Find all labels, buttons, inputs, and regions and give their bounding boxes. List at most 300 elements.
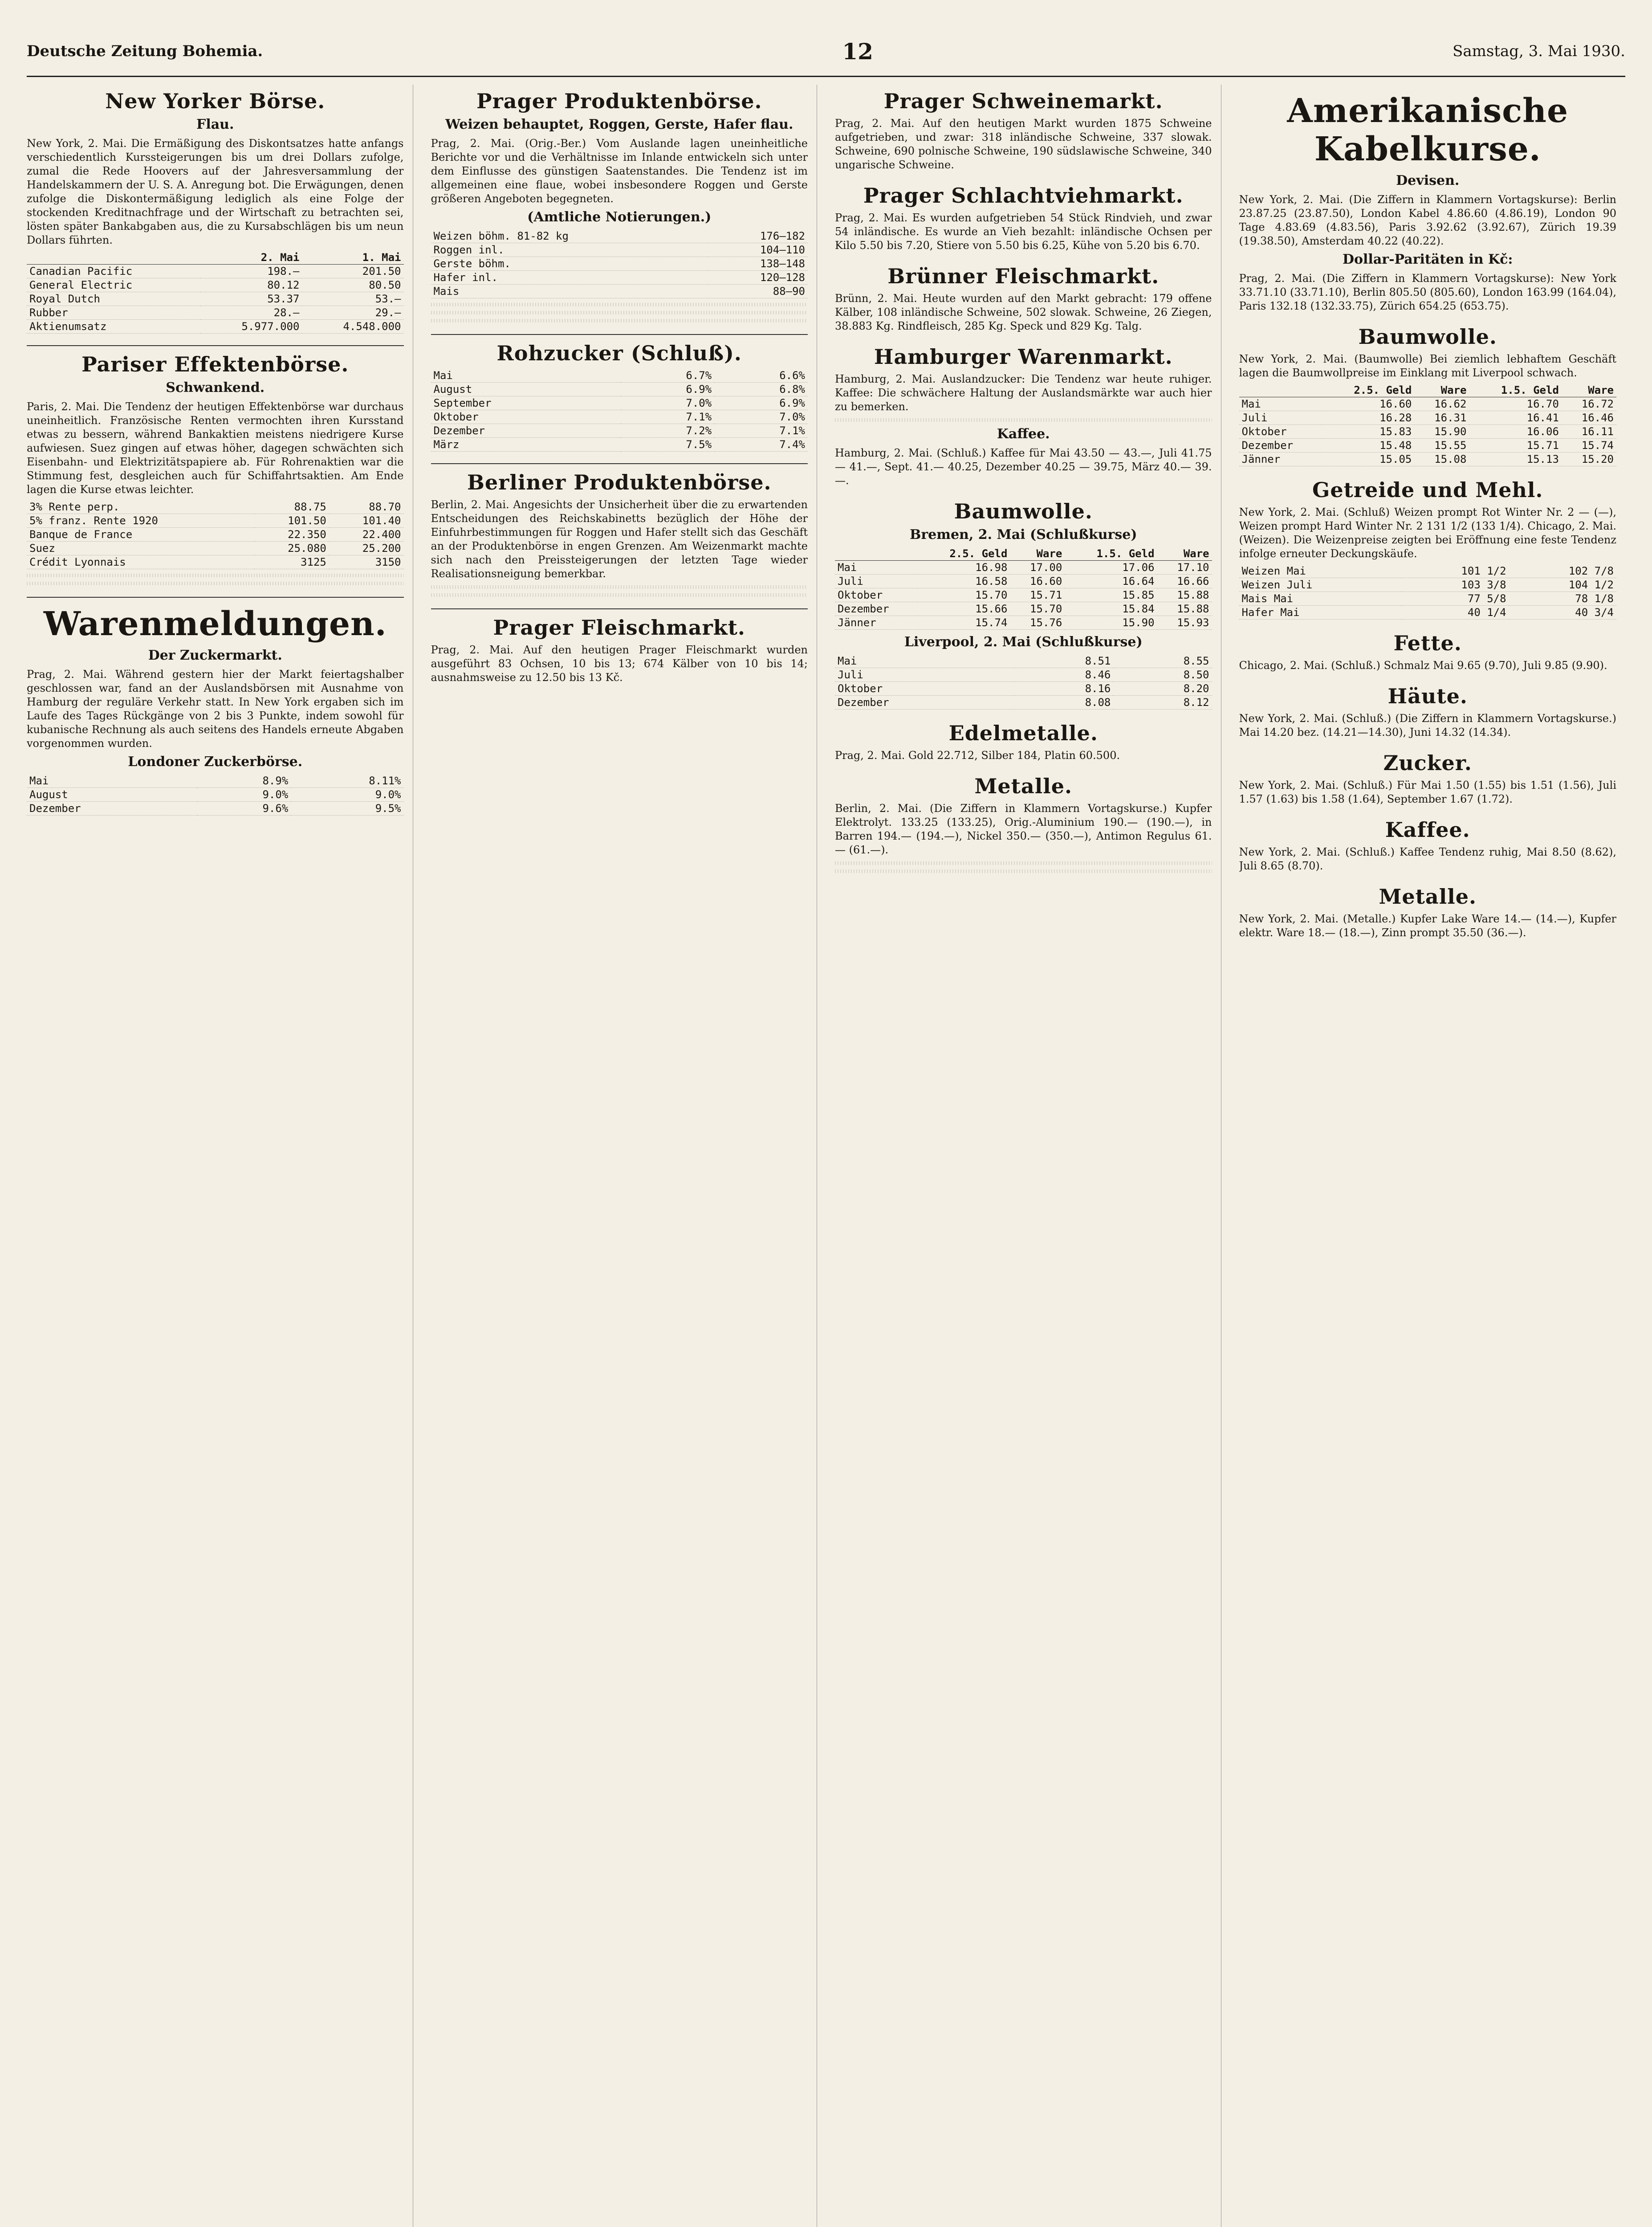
table-row: [431, 424, 808, 438]
section-title: Prager Schlachtviehmarkt.: [863, 184, 1184, 208]
divider: [431, 608, 808, 609]
section-title: Edelmetalle.: [948, 721, 1098, 745]
article-text: New York, 2. Mai. (Schluß.) Für Mai 1.50 (1.55) bis 1.51 (1.56), Juli 1.57 (1.63) bis 1.58 (1.64), September 1.67 (1.72).: [1239, 779, 1616, 805]
table-cell: Dezember: [431, 424, 621, 438]
table-cell: Mai: [431, 369, 621, 383]
section-title: Rohzucker (Schluß).: [496, 341, 742, 365]
table-cell: Jänner: [835, 616, 918, 630]
table-cell: 16.66: [1157, 575, 1212, 588]
table-header-cell: 1. Mai: [302, 251, 403, 265]
table-row: [835, 682, 1212, 696]
section-title: Prager Schweinemarkt.: [883, 89, 1163, 113]
table-cell: 77 5/8: [1401, 592, 1509, 606]
table-row: [27, 788, 404, 802]
edelmetalle-section: [835, 721, 1212, 763]
table-cell: 15.48: [1322, 439, 1414, 453]
text-filler: [835, 869, 1212, 873]
table-cell: 15.70: [1010, 602, 1065, 616]
table-cell: Oktober: [835, 588, 918, 602]
metalle-ny-section: [1239, 885, 1617, 940]
column-1: [27, 85, 413, 2227]
section-title: Hamburger Warenmarkt.: [874, 345, 1173, 369]
article-text: Prag, 2. Mai. (Die Ziffern in Klammern Vortagskurse): New York 33.71.10 (33.71.10), Berlin 805.50 (805.60), London 163.99 (164.04), Paris 132.18 (132.33.75), Zürich 654.25 (653.75).: [1239, 272, 1616, 312]
table-cell: 16.41: [1469, 411, 1561, 425]
table-cell: 7.0%: [621, 396, 714, 410]
table-cell: 15.83: [1322, 425, 1414, 439]
table-cell: Jänner: [1239, 453, 1322, 466]
table-cell: Canadian Pacific: [27, 265, 200, 278]
section-title: Metalle.: [974, 774, 1072, 798]
section-subtitle: Liverpool, 2. Mai (Schlußkurse): [904, 634, 1143, 650]
section-title: Pariser Effektenbörse.: [81, 352, 349, 376]
table-cell: Suez: [27, 542, 254, 555]
page-number: 12: [842, 38, 873, 65]
table-cell: Hafer inl.: [431, 271, 708, 285]
table-row: [431, 410, 808, 424]
table-row: [835, 696, 1212, 710]
table-cell: 78 1/8: [1509, 592, 1616, 606]
table-row: [835, 602, 1212, 616]
table-cell: 8.9%: [197, 774, 291, 788]
table-cell: 15.71: [1469, 439, 1561, 453]
baumwolle-ny-section: [1239, 325, 1617, 466]
quote-table: [835, 654, 1212, 710]
article-text: New York, 2. Mai. (Schluß.) Kaffee Tendenz ruhig, Mai 8.50 (8.62), Juli 8.65 (8.70).: [1239, 846, 1616, 872]
table-cell: 16.62: [1414, 397, 1469, 411]
table-row: [1239, 439, 1617, 453]
table-cell: 16.60: [1322, 397, 1414, 411]
page-header: [27, 27, 1625, 77]
table-cell: 29.—: [302, 306, 403, 320]
metalle-section: [835, 774, 1212, 873]
table-cell: 9.0%: [291, 788, 403, 802]
table-cell: 8.11%: [291, 774, 403, 788]
waren-section: [27, 605, 404, 816]
quote-table: [1239, 564, 1617, 620]
table-cell: Juli: [835, 668, 1015, 682]
article-text: Prag, 2. Mai. Während gestern hier der Markt feiertagshalber geschlossen war, fand an der Auslandsbörsen mit Ausnahme von Hamburg der reguläre Verkehr statt. In New York ergaben sich im Laufe des Tages Rückgänge von 2 bis 3 Punkte, indem sowohl für kubanische Rechnung als auch seitens des Handels erneute Abgaben vorgenommen wurden.: [27, 668, 404, 750]
table-cell: März: [431, 438, 621, 452]
table-cell: Dezember: [27, 802, 197, 816]
table-cell: 15.70: [918, 588, 1010, 602]
table-cell: 8.55: [1113, 654, 1212, 668]
table-cell: 7.0%: [714, 410, 808, 424]
table-cell: August: [27, 788, 197, 802]
table-cell: Crédit Lyonnais: [27, 555, 254, 569]
pariser-section: [27, 352, 404, 585]
table-cell: 15.85: [1065, 588, 1157, 602]
table-cell: Mai: [1239, 397, 1322, 411]
table-row: [27, 514, 404, 528]
table-row: [431, 243, 808, 257]
table-cell: Mai: [835, 654, 1015, 668]
divider: [27, 597, 404, 598]
table-cell: Aktienumsatz: [27, 320, 200, 334]
table-cell: 15.84: [1065, 602, 1157, 616]
fette-section: [1239, 631, 1617, 673]
table-cell: 16.11: [1562, 425, 1616, 439]
table-cell: 6.9%: [714, 396, 808, 410]
table-cell: 15.88: [1157, 602, 1212, 616]
ny-boerse-section: [27, 89, 404, 334]
table-cell: 6.9%: [621, 383, 714, 396]
bruenner-section: [835, 264, 1212, 333]
section-subtitle: Bremen, 2. Mai (Schlußkurse): [909, 527, 1137, 542]
table-cell: 7.5%: [621, 438, 714, 452]
table-cell: Weizen böhm. 81-82 kg: [431, 229, 708, 243]
section-title: Prager Produktenbörse.: [476, 89, 762, 113]
table-cell: Mai: [27, 774, 197, 788]
paritaeten-title: Dollar-Paritäten in Kč:: [1343, 252, 1513, 267]
table-cell: 3150: [329, 555, 404, 569]
table-cell: 16.98: [918, 561, 1010, 575]
table-cell: 40 3/4: [1509, 606, 1616, 620]
table-header-cell: Ware: [1414, 383, 1469, 397]
table-cell: 22.350: [254, 528, 329, 542]
table-cell: 15.20: [1562, 453, 1616, 466]
columns: [27, 85, 1625, 2227]
notierungen-title: (Amtliche Notierungen.): [527, 209, 712, 225]
issue-date: Samstag, 3. Mai 1930.: [1453, 42, 1625, 60]
table-row: [431, 257, 808, 271]
table-cell: 22.400: [329, 528, 404, 542]
article-text: New York, 2. Mai. (Metalle.) Kupfer Lake Ware 14.— (14.—), Kupfer elektr. Ware 18.— (18.—), Zinn prompt 35.50 (36.—).: [1239, 913, 1616, 939]
table-cell: 15.13: [1469, 453, 1561, 466]
table-header-cell: [27, 251, 200, 265]
section-title: Berliner Produktenbörse.: [467, 470, 772, 494]
table-cell: 16.64: [1065, 575, 1157, 588]
section-title: Amerikanische Kabelkurse.: [1287, 92, 1569, 168]
table-cell: 8.50: [1113, 668, 1212, 682]
table-cell: 16.31: [1414, 411, 1469, 425]
table-cell: Royal Dutch: [27, 292, 200, 306]
table-cell: Juli: [1239, 411, 1322, 425]
section-subtitle: Schwankend.: [166, 380, 265, 396]
text-filler: [431, 303, 808, 306]
article-text: Prag, 2. Mai. Es wurden aufgetrieben 54 Stück Rindvieh, und zwar 54 inländische. Es wurde an Vieh bezahlt: inländische Ochsen per Kilo 5.50 bis 7.20, Stiere von 5.50 bis 6.25, Kühe von 5.20 bis 6.70.: [835, 212, 1212, 252]
section-title: New Yorker Börse.: [105, 89, 326, 113]
table-header-cell: Ware: [1157, 547, 1212, 561]
table-cell: 9.6%: [197, 802, 291, 816]
quote-table: [431, 229, 808, 298]
table-cell: Oktober: [835, 682, 1015, 696]
table-cell: 5% franz. Rente 1920: [27, 514, 254, 528]
table-row: [835, 575, 1212, 588]
table-row: [27, 278, 404, 292]
table-cell: Juli: [835, 575, 918, 588]
table-cell: 8.12: [1113, 696, 1212, 710]
article-text: Chicago, 2. Mai. (Schluß.) Schmalz Mai 9.65 (9.70), Juli 9.85 (9.90).: [1239, 659, 1607, 672]
table-row: [1239, 592, 1617, 606]
table-header-cell: [1239, 383, 1322, 397]
table-cell: 102 7/8: [1509, 564, 1616, 578]
table-row: [835, 654, 1212, 668]
table-cell: 8.16: [1015, 682, 1113, 696]
table-cell: 5.977.000: [200, 320, 302, 334]
section-title: Brünner Fleischmarkt.: [887, 264, 1160, 288]
kaffee-ny-section: [1239, 818, 1617, 873]
table-cell: Rubber: [27, 306, 200, 320]
table-cell: Banque de France: [27, 528, 254, 542]
table-cell: Roggen inl.: [431, 243, 708, 257]
hamburger-section: [835, 345, 1212, 488]
table-cell: 7.1%: [714, 424, 808, 438]
table-cell: 15.88: [1157, 588, 1212, 602]
divider: [431, 463, 808, 464]
divider: [431, 334, 808, 335]
table-cell: 7.1%: [621, 410, 714, 424]
table-cell: 138—148: [708, 257, 808, 271]
table-cell: 6.8%: [714, 383, 808, 396]
table-row: [27, 528, 404, 542]
london-title: Londoner Zuckerbörse.: [128, 754, 303, 770]
table-row: [27, 320, 404, 334]
table-cell: Mai: [835, 561, 918, 575]
table-cell: 16.06: [1469, 425, 1561, 439]
amerikanische-section: [1239, 92, 1617, 313]
table-cell: Mais: [431, 285, 708, 298]
table-cell: 15.71: [1010, 588, 1065, 602]
section-title: Prager Fleischmarkt.: [493, 616, 745, 640]
table-row: [431, 438, 808, 452]
section-title: Getreide und Mehl.: [1312, 478, 1543, 502]
table-cell: 15.76: [1010, 616, 1065, 630]
table-row: [835, 668, 1212, 682]
table-cell: 15.74: [1562, 439, 1616, 453]
getreide-section: [1239, 478, 1617, 620]
table-cell: 88.75: [254, 500, 329, 514]
table-cell: 3125: [254, 555, 329, 569]
table-cell: 6.6%: [714, 369, 808, 383]
table-cell: 8.51: [1015, 654, 1113, 668]
article-text: Berlin, 2. Mai. (Die Ziffern in Klammern Vortagskurse.) Kupfer Elektrolyt. 133.25 (133.25), Orig.-Aluminium 190.— (190.—), in Barren 194.— (194.—), Nickel 350.— (350.—), Antimon Regulus 61.— (61.—).: [835, 802, 1212, 856]
table-row: [431, 271, 808, 285]
table-cell: 40 1/4: [1401, 606, 1509, 620]
table-row: [431, 229, 808, 243]
section-title: Warenmeldungen.: [43, 605, 387, 643]
text-filler: [27, 582, 404, 585]
text-filler: [431, 585, 808, 589]
table-cell: 104 1/2: [1509, 578, 1616, 592]
table-row: [1239, 425, 1617, 439]
table-cell: 198.—: [200, 265, 302, 278]
table-row: [27, 555, 404, 569]
text-filler: [431, 593, 808, 597]
table-cell: 53.—: [302, 292, 403, 306]
article-text: Prag, 2. Mai. Gold 22.712, Silber 184, Platin 60.500.: [835, 749, 1120, 762]
table-cell: 15.90: [1414, 425, 1469, 439]
table-row: [27, 542, 404, 555]
text-filler: [835, 861, 1212, 865]
article-text: New York, 2. Mai. Die Ermäßigung des Diskontsatzes hatte anfangs verschiedentlich Kurssteigerungen bis um drei Dollars zufolge, zumal die Rede Hoovers auf der Jahresversammlung der Handelskammern der U. S. A. Anregung bot. Die Erwägungen, denen zufolge die Diskontermäßigung lediglich als eine Folge der stockenden Kreditnachfrage und der Wirtschaft zu betrachten sei, lösten später Bankabgaben aus, die zu Kursabschlägen bis um neun Dollars führten.: [27, 137, 404, 246]
table-header-cell: 2. Mai: [200, 251, 302, 265]
table-cell: 15.66: [918, 602, 1010, 616]
table-cell: 16.70: [1469, 397, 1561, 411]
section-title: Fette.: [1393, 631, 1462, 655]
quote-table: [27, 251, 404, 334]
table-cell: 176—182: [708, 229, 808, 243]
section-title: Kaffee.: [1385, 818, 1470, 842]
table-cell: 101 1/2: [1401, 564, 1509, 578]
table-cell: 15.74: [918, 616, 1010, 630]
table-cell: 17.06: [1065, 561, 1157, 575]
column-3: [835, 85, 1221, 2227]
table-cell: 104—110: [708, 243, 808, 257]
quote-table: [431, 369, 808, 452]
table-cell: 25.080: [254, 542, 329, 555]
table-cell: Dezember: [835, 602, 918, 616]
article-text: New York, 2. Mai. (Baumwolle) Bei ziemlich lebhaftem Geschäft lagen die Baumwollpreise im Einklang mit Liverpool schwach.: [1239, 353, 1616, 379]
section-title: Zucker.: [1383, 751, 1472, 775]
section-subtitle: Flau.: [196, 117, 234, 132]
table-row: [1239, 411, 1617, 425]
table-row: [1239, 453, 1617, 466]
table-header-cell: 2.5. Geld: [918, 547, 1010, 561]
berliner-section: [431, 470, 808, 597]
article-text: Prag, 2. Mai. Auf den heutigen Prager Fleischmarkt wurden ausgeführt 83 Ochsen, 10 bis 13; 674 Kälber von 10 bis 14; ausnahmsweise zu 12.50 bis 13 Kč.: [431, 644, 808, 684]
table-row: [27, 774, 404, 788]
table-row: [431, 285, 808, 298]
article-text: New York, 2. Mai. (Die Ziffern in Klammern Vortagskurse): Berlin 23.87.25 (23.87.50), London Kabel 4.86.60 (4.86.19), London 90 Tage 4.83.69 (4.83.56), Paris 3.92.62 (3.92.67), Zürich 19.39 (19.38.50), Amsterdam 40.22 (40.22).: [1239, 193, 1616, 247]
table-cell: 15.90: [1065, 616, 1157, 630]
table-cell: 15.08: [1414, 453, 1469, 466]
schlachtvieh-section: [835, 184, 1212, 253]
zucker-section: [1239, 751, 1617, 806]
table-row: [431, 383, 808, 396]
table-row: [27, 306, 404, 320]
table-header-cell: [835, 547, 918, 561]
schweinemarkt-section: [835, 89, 1212, 172]
article-text: Hamburg, 2. Mai. (Schluß.) Kaffee für Mai 43.50 — 43.—, Juli 41.75 — 41.—, Sept. 41.— 40.25, Dezember 40.25 — 39.75, März 40.— 39.—.: [835, 447, 1212, 487]
table-cell: 80.12: [200, 278, 302, 292]
table-cell: Mais Mai: [1239, 592, 1402, 606]
table-cell: 53.37: [200, 292, 302, 306]
table-cell: August: [431, 383, 621, 396]
table-cell: Dezember: [835, 696, 1015, 710]
table-cell: 103 3/8: [1401, 578, 1509, 592]
section-subtitle: Devisen.: [1396, 173, 1460, 188]
rohzucker-section: [431, 341, 808, 452]
table-cell: 80.50: [302, 278, 403, 292]
table-cell: 16.58: [918, 575, 1010, 588]
section-subtitle: Weizen behauptet, Roggen, Gerste, Hafer flau.: [445, 117, 793, 132]
article-text: Paris, 2. Mai. Die Tendenz der heutigen Effektenbörse war durchaus uneinheitlich. Französische Renten vermochten ihren Kursstand etwas zu bessern, während Bankaktien meistens niedrigere Kurse aufwiesen. Suez gingen auf etwas höher, dagegen schwächten sich Eisenbahn- und Elektrizitätspapiere ab. Für Rohrenaktien war die Stimmung fest, desgleichen auch für Schiffahrtsaktien. Am Ende lagen die Kurse etwas leichter.: [27, 400, 404, 496]
table-cell: 7.2%: [621, 424, 714, 438]
table-cell: 15.55: [1414, 439, 1469, 453]
section-title: Metalle.: [1379, 885, 1477, 909]
table-cell: September: [431, 396, 621, 410]
quote-table: [27, 500, 404, 569]
quote-table: [27, 774, 404, 816]
prager-fleisch-section: [431, 616, 808, 685]
quote-table: [835, 547, 1212, 630]
table-row: [431, 369, 808, 383]
article-text: New York, 2. Mai. (Schluß) Weizen prompt Rot Winter Nr. 2 — (—), Weizen prompt Hard Winter Nr. 2 131 1/2 (133 1/4). Chicago, 2. Mai. (Weizen). Die Weizenpreise zeigten bei Eröffnung eine feste Tendenz infolge erneuter Deckungskäufe.: [1239, 506, 1616, 560]
table-cell: 9.0%: [197, 788, 291, 802]
table-row: [1239, 606, 1617, 620]
table-cell: Weizen Mai: [1239, 564, 1402, 578]
table-cell: 6.7%: [621, 369, 714, 383]
table-header-cell: 2.5. Geld: [1322, 383, 1414, 397]
article-text: Prag, 2. Mai. (Orig.-Ber.) Vom Auslande lagen uneinheitliche Berichte vor und die Verhältnisse im Inlande entwickeln sich unter dem Einflusse des günstigen Saatenstandes. Die Tendenz ist im allgemeinen eine flaue, wobei insbesondere Roggen und Gerste größeren Angeboten begegneten.: [431, 137, 808, 205]
table-cell: Oktober: [431, 410, 621, 424]
table-cell: 17.10: [1157, 561, 1212, 575]
table-cell: 8.08: [1015, 696, 1113, 710]
table-cell: 3% Rente perp.: [27, 500, 254, 514]
table-cell: 101.40: [329, 514, 404, 528]
table-row: [27, 292, 404, 306]
table-cell: 9.5%: [291, 802, 403, 816]
text-filler: [27, 574, 404, 577]
table-cell: 16.72: [1562, 397, 1616, 411]
table-row: [27, 265, 404, 278]
quote-table: [1239, 383, 1617, 466]
table-cell: Weizen Juli: [1239, 578, 1402, 592]
table-cell: Dezember: [1239, 439, 1322, 453]
table-cell: 17.00: [1010, 561, 1065, 575]
table-header-cell: 1.5. Geld: [1469, 383, 1561, 397]
text-filler: [431, 311, 808, 314]
section-title: Häute.: [1388, 684, 1468, 708]
table-row: [1239, 397, 1617, 411]
table-cell: 8.20: [1113, 682, 1212, 696]
text-filler: [835, 418, 1212, 422]
column-2: [431, 85, 818, 2227]
article-text: New York, 2. Mai. (Schluß.) (Die Ziffern in Klammern Vortagskurse.) Mai 14.20 bez. (14.21—14.30), Juni 14.32 (14.34).: [1239, 712, 1616, 738]
table-cell: General Electric: [27, 278, 200, 292]
prager-produkten-section: [431, 89, 808, 322]
table-cell: 28.—: [200, 306, 302, 320]
table-cell: 88—90: [708, 285, 808, 298]
table-cell: 201.50: [302, 265, 403, 278]
section-title: Baumwolle.: [954, 499, 1093, 523]
article-text: Prag, 2. Mai. Auf den heutigen Markt wurden 1875 Schweine aufgetrieben, und zwar: 318 inländische Schweine, 337 slowak. Schweine, 690 polnische Schweine, 190 südslawische Schweine, 340 ungarische Schweine.: [835, 117, 1212, 171]
table-row: [1239, 578, 1617, 592]
haeute-section: [1239, 684, 1617, 739]
table-cell: 101.50: [254, 514, 329, 528]
table-row: [835, 561, 1212, 575]
table-cell: Gerste böhm.: [431, 257, 708, 271]
text-filler: [431, 319, 808, 322]
article-text: Berlin, 2. Mai. Angesichts der Unsicherheit über die zu erwartenden Entscheidungen des Reichskabinetts bezüglich der Höhe der Einfuhrbestimmungen für Roggen und Hafer stellt sich das Geschäft an der Produktenbörse in engen Grenzen. Am Weizenmarkt machte sich nach den Preissteigerungen der letzten Tage wieder Realisationsneigung bemerkbar.: [431, 498, 808, 580]
column-4: [1239, 85, 1626, 2227]
table-header-cell: 1.5. Geld: [1065, 547, 1157, 561]
table-row: [835, 588, 1212, 602]
article-text: Brünn, 2. Mai. Heute wurden auf den Markt gebracht: 179 offene Kälber, 108 inländische Schweine, 502 slowak. Schweine, 26 Ziegen, 38.883 Kg. Rindfleisch, 285 Kg. Speck und 829 Kg. Talg.: [835, 292, 1212, 332]
table-cell: 16.46: [1562, 411, 1616, 425]
table-row: [27, 500, 404, 514]
article-text: Hamburg, 2. Mai. Auslandzucker: Die Tendenz war heute ruhiger. Kaffee: Die schwächere Haltung der Auslandsmärkte war auch hier zu bemerken.: [835, 373, 1212, 413]
table-row: [431, 396, 808, 410]
table-header-cell: Ware: [1010, 547, 1065, 561]
kaffee-title: Kaffee.: [997, 426, 1050, 442]
table-cell: 15.05: [1322, 453, 1414, 466]
section-title: Baumwolle.: [1358, 325, 1497, 349]
table-cell: 16.60: [1010, 575, 1065, 588]
table-row: [27, 802, 404, 816]
table-cell: 15.93: [1157, 616, 1212, 630]
newspaper-name: Deutsche Zeitung Bohemia.: [27, 42, 263, 60]
baumwolle-section: [835, 499, 1212, 710]
table-row: [1239, 564, 1617, 578]
table-cell: 8.46: [1015, 668, 1113, 682]
table-cell: 7.4%: [714, 438, 808, 452]
table-cell: 16.28: [1322, 411, 1414, 425]
table-cell: 120—128: [708, 271, 808, 285]
table-row: [835, 616, 1212, 630]
divider: [27, 345, 404, 346]
table-cell: Oktober: [1239, 425, 1322, 439]
